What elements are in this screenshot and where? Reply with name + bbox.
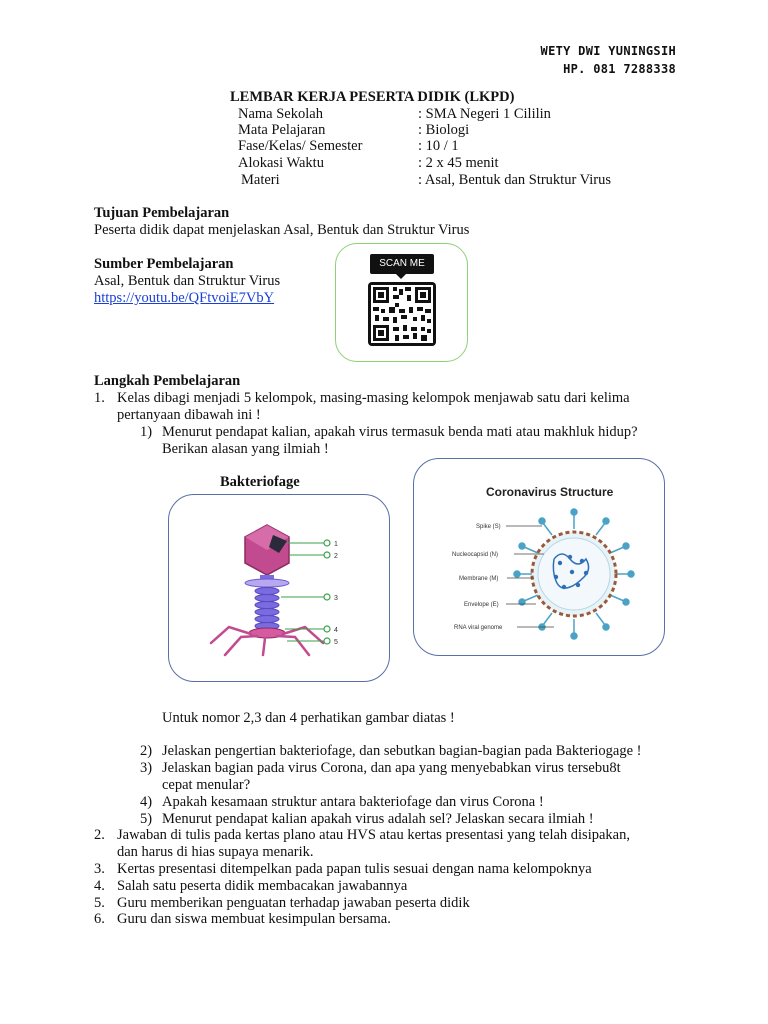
step1-number: 1. (94, 390, 105, 406)
corona-label-spike: Spike (S) (476, 524, 501, 530)
coronavirus-title: Coronavirus Structure (486, 485, 614, 499)
bacteriophage-illustration (169, 495, 389, 681)
author-phone: HP. 081 7288338 (563, 62, 676, 76)
coronavirus-illustration (414, 459, 664, 655)
identity-value-class: : 10 / 1 (418, 138, 459, 154)
identity-label-class: Fase/Kelas/ Semester (238, 138, 363, 154)
identity-label-materi: Materi (241, 172, 280, 188)
step6-text: Guru dan siswa membuat kesimpulan bersama. (117, 911, 391, 927)
q2-number: 2) (140, 743, 153, 759)
phage-label-4: 4 (334, 627, 338, 634)
step3-number: 3. (94, 861, 105, 877)
phage-label-5: 5 (334, 639, 338, 646)
document-title: LEMBAR KERJA PESERTA DIDIK (LKPD) (230, 89, 515, 105)
step4-number: 4. (94, 878, 105, 894)
phage-label-3: 3 (334, 595, 338, 602)
langkah-heading: Langkah Pembelajaran (94, 373, 241, 389)
step1-line1: Kelas dibagi menjadi 5 kelompok, masing-masing kelompok menjawab satu dari kelima (117, 390, 630, 406)
author-name: WETY DWI YUNINGSIH (540, 44, 676, 58)
step1-line2: pertanyaan dibawah ini ! (117, 407, 261, 423)
sumber-link[interactable]: https://youtu.be/QFtvoiE7VbY (94, 290, 275, 306)
corona-label-nucleocapsid: Nucleocapsid (N) (452, 552, 499, 558)
q4-text: Apakah kesamaan struktur antara bakteriofage dan virus Corona ! (162, 794, 544, 810)
step6-number: 6. (94, 911, 105, 927)
identity-label-subject: Mata Pelajaran (238, 122, 326, 138)
identity-value-materi: : Asal, Bentuk dan Struktur Virus (418, 172, 611, 188)
q3-line1: Jelaskan bagian pada virus Corona, dan apa yang menyebabkan virus tersebu8t (162, 760, 621, 776)
q3-number: 3) (140, 760, 153, 776)
q3-line2: cepat menular? (162, 777, 251, 793)
step2-line1: Jawaban di tulis pada kertas plano atau HVS atau kertas presentasi yang telah disipakan, (117, 827, 630, 843)
q4-number: 4) (140, 794, 153, 810)
identity-label-school: Nama Sekolah (238, 106, 323, 122)
qr-code-icon[interactable] (368, 282, 436, 346)
tujuan-text: Peserta didik dapat menjelaskan Asal, Bentuk dan Struktur Virus (94, 222, 470, 238)
phage-label-2: 2 (334, 553, 338, 560)
step4-text: Salah satu peserta didik membacakan jawabannya (117, 878, 408, 894)
phage-label-1: 1 (334, 541, 338, 548)
q5-number: 5) (140, 811, 153, 827)
step3-text: Kertas presentasi ditempelkan pada papan tulis sesuai dengan nama kelompoknya (117, 861, 592, 877)
step5-number: 5. (94, 895, 105, 911)
step5-text: Guru memberikan penguatan terhadap jawaban peserta didik (117, 895, 470, 911)
q1-number: 1) (140, 424, 153, 440)
corona-label-envelope: Envelope (E) (464, 602, 499, 608)
identity-value-school: : SMA Negeri 1 Cililin (418, 106, 551, 122)
scan-me-pointer (396, 274, 406, 279)
step2-line2: dan harus di hias supaya menarik. (117, 844, 314, 860)
corona-label-rna: RNA viral genome (454, 625, 503, 631)
identity-value-subject: : Biologi (418, 122, 470, 138)
q1-line2: Berikan alasan yang ilmiah ! (162, 441, 329, 457)
coronavirus-figure (413, 458, 665, 656)
qr-frame (335, 243, 468, 362)
bakteriofage-figure (168, 494, 390, 682)
bakteriofage-title: Bakteriofage (220, 474, 300, 490)
identity-value-time: : 2 x 45 menit (418, 155, 499, 171)
identity-label-time: Alokasi Waktu (238, 155, 324, 171)
sumber-text: Asal, Bentuk dan Struktur Virus (94, 273, 281, 289)
sumber-heading: Sumber Pembelajaran (94, 256, 234, 272)
scan-me-label: SCAN ME (370, 254, 434, 274)
tujuan-heading: Tujuan Pembelajaran (94, 205, 230, 221)
q5-text: Menurut pendapat kalian apakah virus adalah sel? Jelaskan secara ilmiah ! (162, 811, 594, 827)
corona-label-membrane: Membrane (M) (459, 576, 499, 582)
q1-line1: Menurut pendapat kalian, apakah virus termasuk benda mati atau makhluk hidup? (162, 424, 638, 440)
figure-note: Untuk nomor 2,3 dan 4 perhatikan gambar diatas ! (162, 710, 455, 726)
step2-number: 2. (94, 827, 105, 843)
q2-text: Jelaskan pengertian bakteriofage, dan sebutkan bagian-bagian pada Bakteriogage ! (162, 743, 642, 759)
